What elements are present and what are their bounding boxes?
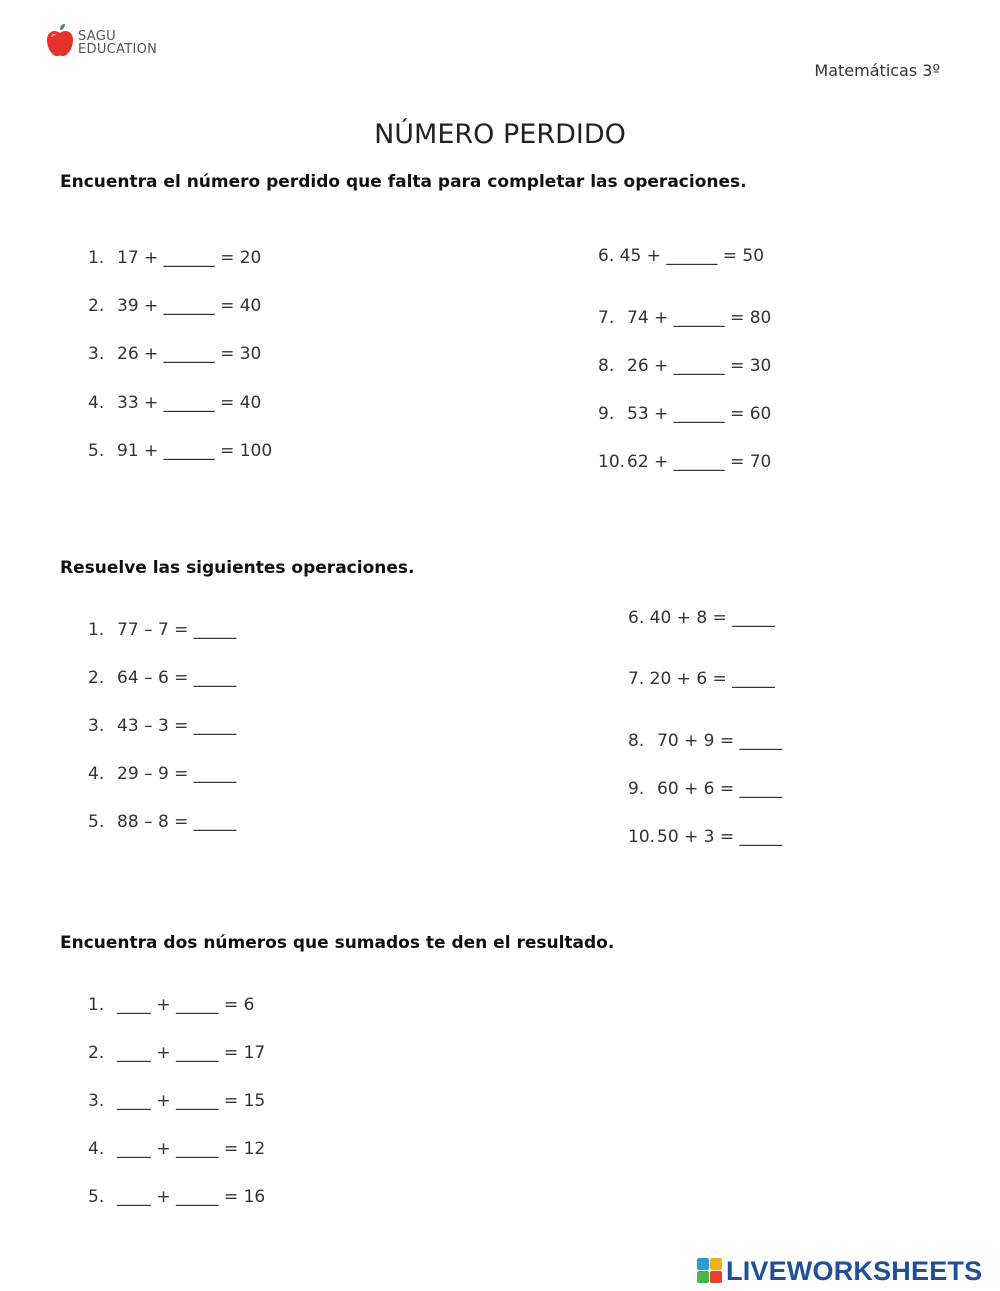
item-expression: 88 – 8 = _____ bbox=[117, 812, 237, 832]
subject-label: Matemáticas 3º bbox=[814, 61, 940, 80]
logo-line-2: EDUCATION bbox=[78, 42, 158, 57]
item-number: 3. bbox=[88, 344, 105, 364]
apple-logo-icon bbox=[45, 24, 75, 62]
logo-line-1: SAGU bbox=[78, 29, 116, 44]
item-expression: 29 – 9 = _____ bbox=[117, 764, 237, 784]
item-expression: 40 + 8 = _____ bbox=[649, 608, 775, 628]
s2-item-6[interactable] bbox=[628, 608, 775, 628]
item-expression: 70 + 9 = _____ bbox=[657, 731, 783, 751]
item-number: 7. bbox=[628, 669, 645, 689]
item-expression: 20 + 6 = _____ bbox=[649, 669, 775, 689]
item-expression: 26 + ______ = 30 bbox=[627, 356, 772, 376]
item-expression: 53 + ______ = 60 bbox=[627, 404, 772, 424]
item-expression: 33 + ______ = 40 bbox=[117, 393, 262, 413]
s1-item-6[interactable] bbox=[598, 246, 764, 266]
s1-item-9[interactable] bbox=[598, 404, 771, 424]
item-expression: 62 + ______ = 70 bbox=[627, 452, 772, 472]
item-number: 7. bbox=[598, 308, 615, 328]
item-expression: 74 + ______ = 80 bbox=[627, 308, 772, 328]
s2-item-5[interactable] bbox=[88, 812, 236, 832]
item-number: 6. bbox=[628, 608, 645, 628]
s1-item-8[interactable] bbox=[598, 356, 771, 376]
item-number: 8. bbox=[628, 731, 645, 751]
item-expression: ____ + _____ = 15 bbox=[117, 1091, 266, 1111]
page-title: NÚMERO PERDIDO bbox=[374, 119, 626, 150]
item-expression: ____ + _____ = 16 bbox=[117, 1187, 266, 1207]
item-number: 2. bbox=[88, 1043, 105, 1063]
item-number: 3. bbox=[88, 716, 105, 736]
s2-item-2[interactable] bbox=[88, 668, 236, 688]
section2-instruction: Resuelve las siguientes operaciones. bbox=[60, 558, 415, 578]
item-expression: 26 + ______ = 30 bbox=[117, 344, 262, 364]
item-expression: ____ + _____ = 17 bbox=[117, 1043, 266, 1063]
s1-item-10[interactable] bbox=[598, 452, 771, 472]
item-expression: ____ + _____ = 6 bbox=[117, 995, 255, 1015]
item-number: 2. bbox=[88, 296, 105, 316]
s3-item-1[interactable] bbox=[88, 995, 254, 1015]
item-expression: 17 + ______ = 20 bbox=[117, 248, 262, 268]
s2-item-10[interactable] bbox=[628, 827, 782, 847]
logo-wordmark bbox=[78, 30, 157, 56]
item-number: 9. bbox=[628, 779, 645, 799]
item-number: 1. bbox=[88, 248, 105, 268]
item-expression: 43 – 3 = _____ bbox=[117, 716, 237, 736]
s1-item-5[interactable] bbox=[88, 441, 272, 461]
item-number: 5. bbox=[88, 1187, 105, 1207]
item-number: 5. bbox=[88, 441, 105, 461]
item-number: 9. bbox=[598, 404, 615, 424]
item-expression: 50 + 3 = _____ bbox=[657, 827, 783, 847]
item-number: 8. bbox=[598, 356, 615, 376]
s2-item-7[interactable] bbox=[628, 669, 775, 689]
s2-item-1[interactable] bbox=[88, 620, 236, 640]
liveworksheets-wordmark: LIVEWORKSHEETS bbox=[726, 1256, 983, 1286]
item-number: 1. bbox=[88, 995, 105, 1015]
item-number: 1. bbox=[88, 620, 105, 640]
item-number: 4. bbox=[88, 393, 105, 413]
item-number: 5. bbox=[88, 812, 105, 832]
s3-item-4[interactable] bbox=[88, 1139, 265, 1159]
item-expression: 64 – 6 = _____ bbox=[117, 668, 237, 688]
item-number: 10. bbox=[598, 452, 626, 472]
section1-instruction: Encuentra el número perdido que falta para completar las operaciones. bbox=[60, 172, 747, 192]
item-number: 2. bbox=[88, 668, 105, 688]
s2-item-9[interactable] bbox=[628, 779, 782, 799]
item-number: 4. bbox=[88, 764, 105, 784]
item-number: 6. bbox=[598, 246, 615, 266]
item-number: 3. bbox=[88, 1091, 105, 1111]
item-expression: 45 + ______ = 50 bbox=[619, 246, 765, 266]
s3-item-2[interactable] bbox=[88, 1043, 265, 1063]
s3-item-3[interactable] bbox=[88, 1091, 265, 1111]
s1-item-2[interactable] bbox=[88, 296, 261, 316]
s1-item-1[interactable] bbox=[88, 248, 261, 268]
item-number: 10. bbox=[628, 827, 656, 847]
s1-item-4[interactable] bbox=[88, 393, 261, 413]
item-expression: 91 + ______ = 100 bbox=[117, 441, 273, 461]
section3-instruction: Encuentra dos números que sumados te den el resultado. bbox=[60, 933, 615, 953]
s3-item-5[interactable] bbox=[88, 1187, 265, 1207]
item-number: 4. bbox=[88, 1139, 105, 1159]
item-expression: ____ + _____ = 12 bbox=[117, 1139, 266, 1159]
item-expression: 77 – 7 = _____ bbox=[117, 620, 237, 640]
item-expression: 39 + ______ = 40 bbox=[117, 296, 262, 316]
s1-item-3[interactable] bbox=[88, 344, 261, 364]
s2-item-4[interactable] bbox=[88, 764, 236, 784]
liveworksheets-logo-icon bbox=[697, 1258, 723, 1288]
item-expression: 60 + 6 = _____ bbox=[657, 779, 783, 799]
s1-item-7[interactable] bbox=[598, 308, 771, 328]
s2-item-8[interactable] bbox=[628, 731, 782, 751]
s2-item-3[interactable] bbox=[88, 716, 236, 736]
